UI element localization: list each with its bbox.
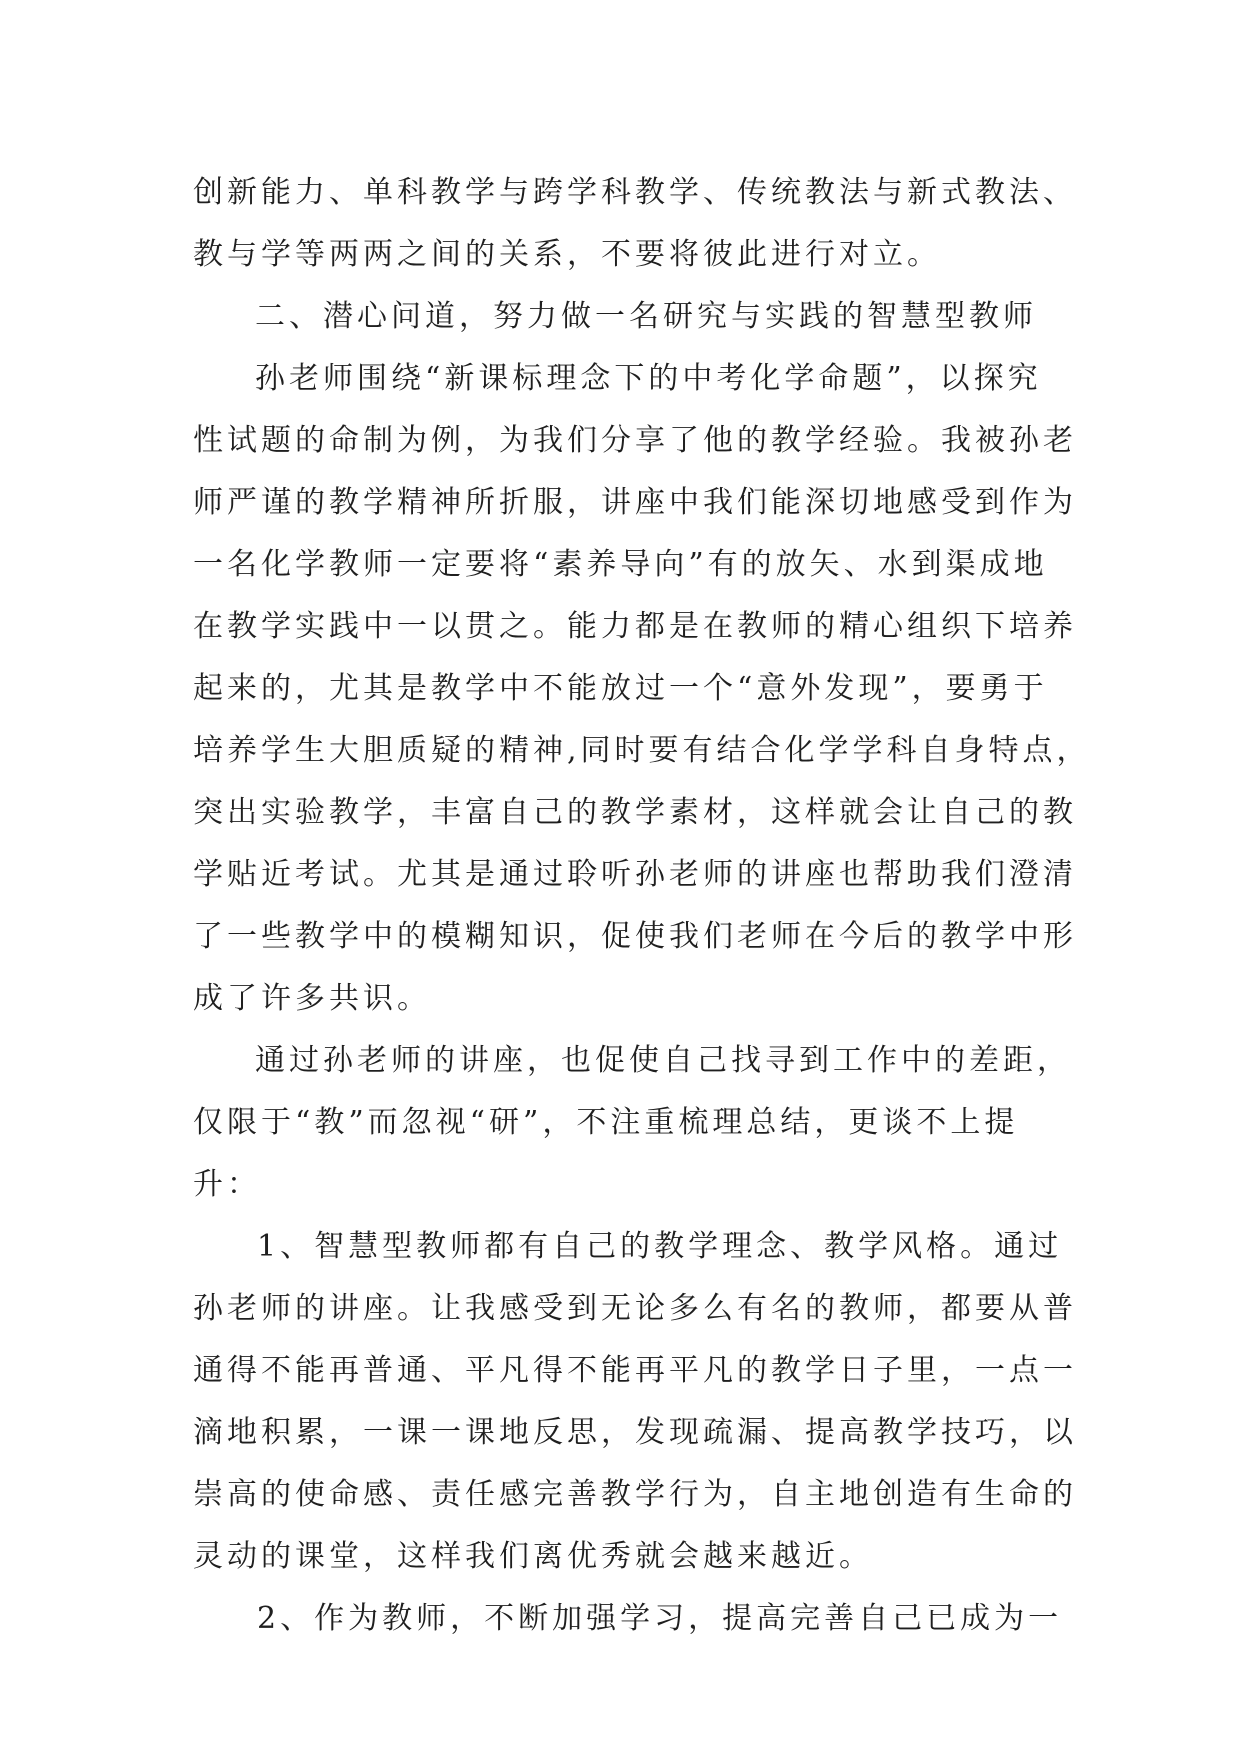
section-heading: 二、潜心问道，努力做一名研究与实践的智慧型教师 bbox=[255, 299, 1037, 334]
numbered-item-start: 1、智慧型教师都有自己的教学理念、教学风格。通过 bbox=[257, 1229, 1063, 1264]
text-line: 起来的，尤其是教学中不能放过一个“意外发现”，要勇于 bbox=[193, 671, 1048, 706]
text-line: 通得不能再普通、平凡得不能再平凡的教学日子里，一点一 bbox=[193, 1353, 1077, 1388]
text-line: 崇高的使命感、责任感完善教学行为，自主地创造有生命的 bbox=[193, 1477, 1077, 1512]
text-line: 师严谨的教学精神所折服，讲座中我们能深切地感受到作为 bbox=[193, 485, 1077, 520]
text-line: 创新能力、单科教学与跨学科教学、传统教法与新式教法、 bbox=[193, 175, 1077, 210]
text-line: 灵动的课堂，这样我们离优秀就会越来越近。 bbox=[193, 1539, 873, 1574]
text-line: 教与学等两两之间的关系，不要将彼此进行对立。 bbox=[193, 237, 941, 272]
paragraph-start: 通过孙老师的讲座，也促使自己找寻到工作中的差距， bbox=[255, 1043, 1071, 1078]
text-line: 在教学实践中一以贯之。能力都是在教师的精心组织下培养 bbox=[193, 609, 1077, 644]
numbered-item-start: 2、作为教师，不断加强学习，提高完善自己已成为一 bbox=[257, 1601, 1063, 1636]
text-line: 培养学生大胆质疑的精神,同时要有结合化学学科自身特点， bbox=[193, 733, 1091, 768]
text-line: 突出实验教学，丰富自己的教学素材，这样就会让自己的教 bbox=[193, 795, 1077, 830]
text-line: 学贴近考试。尤其是通过聆听孙老师的讲座也帮助我们澄清 bbox=[193, 857, 1077, 892]
text-line: 一名化学教师一定要将“素养导向”有的放矢、水到渠成地 bbox=[193, 547, 1048, 582]
text-line: 仅限于“教”而忽视“研”，不注重梳理总结，更谈不上提 bbox=[193, 1105, 1019, 1140]
text-line: 成了许多共识。 bbox=[193, 981, 431, 1016]
paragraph-start: 孙老师围绕“新课标理念下的中考化学命题”，以探究 bbox=[255, 361, 1042, 396]
text-line: 孙老师的讲座。让我感受到无论多么有名的教师，都要从普 bbox=[193, 1291, 1077, 1326]
text-line: 滴地积累，一课一课地反思，发现疏漏、提高教学技巧，以 bbox=[193, 1415, 1077, 1450]
text-line: 升： bbox=[193, 1167, 261, 1202]
document-body bbox=[193, 162, 1091, 1650]
text-line: 了一些教学中的模糊知识，促使我们老师在今后的教学中形 bbox=[193, 919, 1077, 954]
text-line: 性试题的命制为例，为我们分享了他的教学经验。我被孙老 bbox=[193, 423, 1077, 458]
